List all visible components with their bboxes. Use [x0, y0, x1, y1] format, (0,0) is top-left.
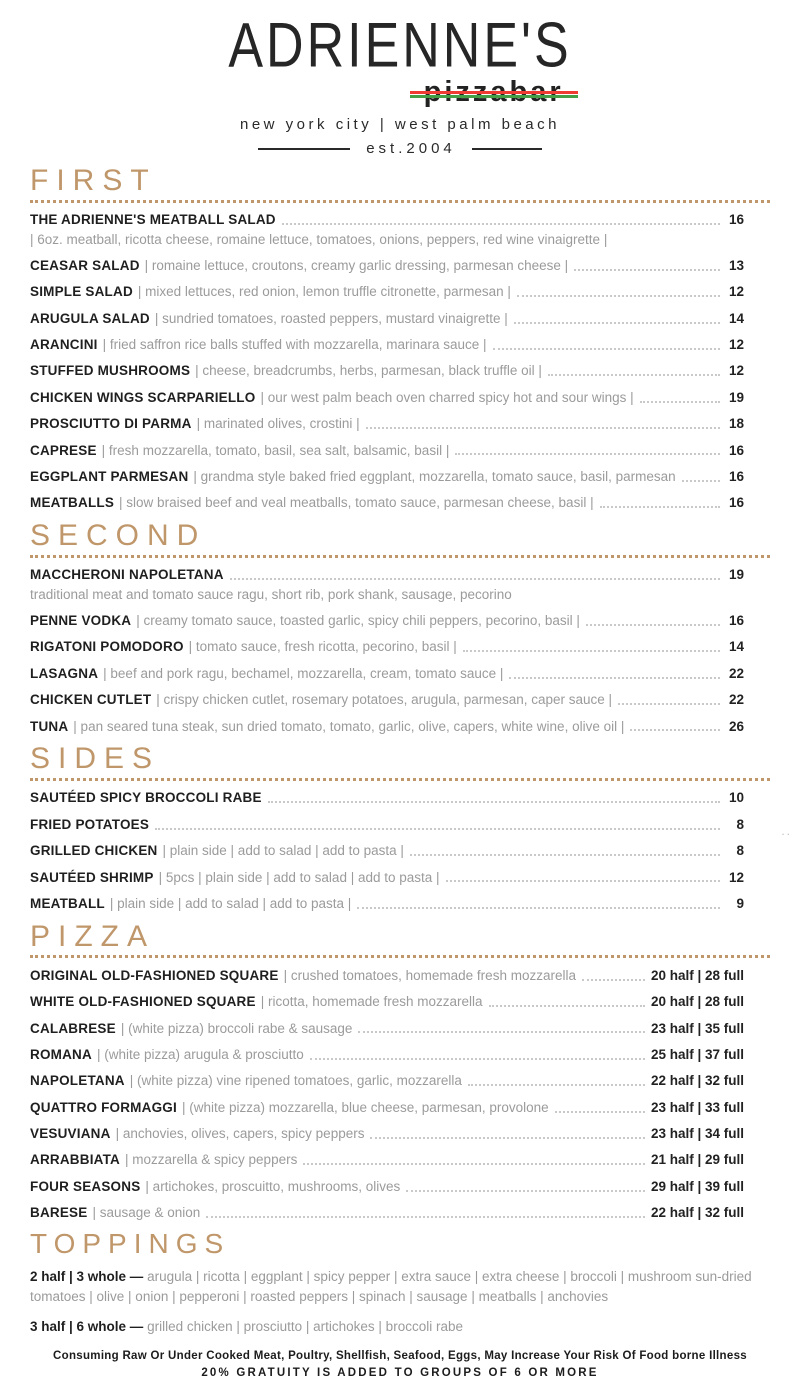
item-description: | romaine lettuce, croutons, creamy garlic dressing, parmesan cheese | [144, 257, 569, 273]
menu-item [30, 719, 770, 736]
dotted-leader [548, 374, 720, 376]
section-dotted-rule [30, 555, 770, 558]
footer-gratuity-note: 20% GRATUITY IS ADDED TO GROUPS OF 6 OR MORE [201, 1366, 599, 1379]
item-name: QUATTRO FORMAGGI [30, 1099, 177, 1115]
item-name: CEASAR SALAD [30, 257, 140, 273]
item-description: | (white pizza) mozzarella, blue cheese, parmesan, provolone [181, 1099, 549, 1115]
item-price: 23 half | 35 full [650, 1020, 744, 1036]
menu-item [30, 1205, 770, 1222]
established-rule-right [472, 148, 542, 150]
item-name: EGGPLANT PARMESAN [30, 468, 189, 484]
section-sides [30, 743, 770, 912]
established-rule-left [258, 148, 350, 150]
item-description: | grandma style baked fried eggplant, mozzarella, tomato sauce, basil, parmesan [193, 468, 676, 484]
item-description: | plain side | add to salad | add to pasta | [109, 895, 352, 911]
dotted-leader [357, 907, 720, 909]
item-name: CHICKEN WINGS SCARPARIELLO [30, 389, 256, 405]
item-name: LASAGNA [30, 665, 99, 681]
item-price: 19 [728, 567, 744, 583]
item-name: BARESE [30, 1205, 88, 1221]
item-description: | (white pizza) broccoli rabe & sausage [120, 1020, 353, 1036]
menu-item [30, 790, 770, 807]
item-description-below: traditional meat and tomato sauce ragu, short rib, pork shank, sausage, pecorino [30, 587, 512, 603]
toppings-rows [30, 1267, 770, 1337]
item-price: 16 [728, 212, 744, 227]
item-description: | slow braised beef and veal meatballs, tomato sauce, parmesan cheese, basil | [119, 495, 594, 511]
toppings-row [30, 1317, 770, 1337]
toppings-row [30, 1267, 770, 1308]
logo-subtitle [422, 78, 566, 107]
item-name: CAPRESE [30, 442, 97, 458]
item-price: 12 [728, 284, 744, 300]
menu-item [30, 284, 770, 301]
item-description: | mixed lettuces, red onion, lemon truffle citronette, parmesan | [137, 284, 511, 300]
item-description: | crushed tomatoes, homemade fresh mozzarella [283, 967, 576, 983]
dotted-leader [268, 801, 720, 803]
menu-item [30, 1073, 770, 1090]
menu-item [30, 1126, 770, 1143]
item-name: NAPOLETANA [30, 1073, 125, 1089]
item-name: WHITE OLD-FASHIONED SQUARE [30, 994, 256, 1010]
item-description: | fried saffron rice balls stuffed with mozzarella, marinara sauce | [102, 337, 487, 353]
dotted-leader [682, 480, 720, 482]
toppings-list: grilled chicken | prosciutto | artichokes | broccoli rabe [147, 1318, 463, 1334]
item-price: 9 [736, 895, 744, 911]
section-dotted-rule [30, 778, 770, 781]
section-pizza [30, 921, 770, 1222]
item-name: MEATBALL [30, 895, 105, 911]
item-price: 23 half | 34 full [650, 1126, 744, 1142]
item-description: | mozzarella & spicy peppers [125, 1152, 298, 1168]
menu-item [30, 1179, 770, 1196]
menu-item [30, 390, 770, 407]
dotted-leader [455, 453, 720, 455]
menu-item [30, 258, 770, 275]
item-name: ARUGULA SALAD [30, 310, 150, 326]
dotted-leader [303, 1163, 645, 1165]
menu-item [30, 1047, 770, 1064]
item-price: 13 [728, 257, 744, 273]
locations-line: new york city | west palm beach [240, 116, 560, 133]
dotted-leader [468, 1084, 645, 1086]
section-second [30, 520, 770, 735]
dotted-leader [555, 1111, 645, 1113]
logo-subtitle-row [228, 78, 571, 107]
menu-sections [30, 165, 770, 1222]
item-description: | tomato sauce, fresh ricotta, pecorino, basil | [188, 639, 457, 655]
menu-item [30, 666, 770, 683]
menu-item [30, 1152, 770, 1169]
restaurant-header [30, 10, 770, 157]
toppings-heading: TOPPINGS [30, 1228, 231, 1260]
section-dotted-rule [30, 200, 770, 203]
item-price: 8 [736, 843, 744, 859]
menu-item [30, 870, 770, 887]
menu-item [30, 1100, 770, 1117]
item-price: 16 [728, 442, 744, 458]
item-name: PROSCIUTTO DI PARMA [30, 416, 192, 432]
item-description: | plain side | add to salad | add to pasta | [162, 843, 404, 859]
item-description: | anchovies, olives, capers, spicy peppers [115, 1126, 365, 1142]
dotted-leader [406, 1190, 645, 1192]
item-price: 22 [728, 665, 744, 681]
dotted-leader [586, 624, 720, 626]
menu-item [30, 968, 770, 985]
item-name: SAUTÉED SHRIMP [30, 869, 154, 885]
item-description: | (white pizza) vine ripened tomatoes, garlic, mozzarella [129, 1073, 462, 1089]
section-heading: FIRST [30, 164, 157, 197]
item-description: | cheese, breadcrumbs, herbs, parmesan, black truffle oil | [195, 363, 542, 379]
item-price: 22 half | 32 full [650, 1205, 744, 1221]
dotted-leader [446, 880, 720, 882]
menu-item [30, 817, 770, 834]
item-price: 22 [728, 692, 744, 708]
dotted-leader [366, 427, 720, 429]
item-price: 29 half | 39 full [650, 1178, 744, 1194]
dotted-leader [410, 854, 720, 856]
item-name: SIMPLE SALAD [30, 284, 133, 300]
item-name: FRIED POTATOES [30, 816, 150, 832]
item-name: STUFFED MUSHROOMS [30, 363, 191, 379]
item-name: GRILLED CHICKEN [30, 843, 158, 859]
stray-dots: .. [781, 824, 792, 838]
footer-disclaimer: Consuming Raw Or Under Cooked Meat, Poultry, Shellfish, Seafood, Eggs, May Increase Your Risk Of Food borne Illness [53, 1349, 747, 1362]
established-text: est.2004 [366, 140, 456, 157]
item-description: | ricotta, homemade fresh mozzarella [260, 994, 483, 1010]
item-name: ORIGINAL OLD-FASHIONED SQUARE [30, 967, 279, 983]
item-name: VESUVIANA [30, 1126, 111, 1142]
section-first [30, 165, 770, 512]
established-row [228, 140, 571, 157]
item-name: ARANCINI [30, 337, 98, 353]
item-price: 21 half | 29 full [650, 1152, 744, 1168]
item-name: MEATBALLS [30, 495, 115, 511]
item-description: | fresh mozzarella, tomato, basil, sea salt, balsamic, basil | [101, 442, 450, 458]
section-heading: SECOND [30, 519, 207, 553]
item-name: PENNE VODKA [30, 613, 132, 629]
menu-item [30, 311, 770, 328]
menu-item [30, 469, 770, 486]
menu-item [30, 692, 770, 709]
item-name: MACCHERONI NAPOLETANA [30, 567, 224, 583]
item-price: 20 half | 28 full [650, 967, 744, 983]
item-price: 18 [728, 416, 744, 432]
toppings-size-label: 3 half | 6 whole — [30, 1318, 148, 1334]
dotted-leader [514, 322, 720, 324]
dotted-leader [517, 295, 720, 297]
dotted-leader [618, 703, 720, 705]
dotted-leader [640, 401, 720, 403]
menu-item [30, 337, 770, 354]
item-price: 12 [728, 363, 744, 379]
dotted-leader [206, 1216, 645, 1218]
item-description: | beef and pork ragu, bechamel, mozzarella, cream, tomato sauce | [103, 665, 504, 681]
menu-item [30, 1021, 770, 1038]
dotted-leader [582, 979, 645, 981]
item-price: 19 [728, 389, 744, 405]
section-toppings [30, 1230, 770, 1337]
dotted-leader [493, 348, 720, 350]
dotted-leader [489, 1005, 645, 1007]
item-price: 10 [728, 790, 744, 806]
dotted-leader [370, 1137, 644, 1139]
item-name: SAUTÉED SPICY BROCCOLI RABE [30, 790, 262, 806]
item-name: CHICKEN CUTLET [30, 692, 152, 708]
menu-item [30, 896, 770, 913]
menu-item [30, 416, 770, 433]
menu-item [30, 639, 770, 656]
item-description: | sundried tomatoes, roasted peppers, mustard vinaigrette | [154, 310, 508, 326]
item-name: THE ADRIENNE'S MEATBALL SALAD [30, 212, 276, 227]
item-description: | pan seared tuna steak, sun dried tomato, tomato, garlic, olive, capers, white wine, olive oil | [73, 718, 625, 734]
item-price: 14 [728, 639, 744, 655]
item-price: 8 [736, 816, 744, 832]
logo-block [228, 10, 572, 157]
item-price: 20 half | 28 full [650, 994, 744, 1010]
item-price: 26 [728, 718, 744, 734]
item-price: 16 [728, 613, 744, 629]
item-price: 14 [728, 310, 744, 326]
dotted-leader [509, 677, 720, 679]
item-price: 23 half | 33 full [650, 1099, 744, 1115]
menu-item [30, 613, 770, 630]
dotted-leader [310, 1058, 645, 1060]
dotted-leader [358, 1031, 645, 1033]
item-description: | marinated olives, crostini | [196, 416, 360, 432]
red-strike-line [410, 91, 578, 94]
dotted-leader [463, 650, 720, 652]
dotted-leader [600, 506, 720, 508]
item-price: 25 half | 37 full [650, 1046, 744, 1062]
menu-item [30, 363, 770, 380]
green-strike-line [410, 95, 578, 98]
toppings-size-label: 2 half | 3 whole — [30, 1269, 148, 1285]
item-name: RIGATONI POMODORO [30, 639, 184, 655]
menu-item [30, 443, 770, 460]
dotted-leader [155, 828, 720, 830]
item-price: 16 [728, 468, 744, 484]
item-price: 12 [728, 869, 744, 885]
item-description-below: | 6oz. meatball, ricotta cheese, romaine lettuce, tomatoes, onions, peppers, red wine vinaigrette | [30, 231, 608, 247]
section-dotted-rule [30, 955, 770, 958]
dotted-leader [230, 578, 720, 580]
item-name: FOUR SEASONS [30, 1178, 141, 1194]
item-description: | artichokes, proscuitto, mushrooms, olives [145, 1178, 401, 1194]
item-price: 22 half | 32 full [650, 1073, 744, 1089]
item-price: 12 [728, 337, 744, 353]
dotted-leader [574, 269, 720, 271]
item-description: | our west palm beach oven charred spicy hot and sour wings | [260, 389, 634, 405]
dotted-leader [630, 729, 720, 731]
dotted-leader [282, 223, 720, 225]
menu-item [30, 495, 770, 512]
item-description: | 5pcs | plain side | add to salad | add to pasta | [158, 869, 440, 885]
menu-item [30, 212, 770, 229]
item-description: | sausage & onion [92, 1205, 201, 1221]
menu-footer [30, 1350, 770, 1379]
section-heading: PIZZA [30, 919, 156, 953]
menu-item [30, 994, 770, 1011]
item-description: | (white pizza) arugula & prosciutto [96, 1046, 304, 1062]
item-description: | crispy chicken cutlet, rosemary potatoes, arugula, parmesan, caper sauce | [156, 692, 613, 708]
item-name: TUNA [30, 718, 69, 734]
item-name: ROMANA [30, 1046, 92, 1062]
toppings-list: arugula | ricotta | eggplant | spicy pepper | extra sauce | extra cheese | broccoli | mushroom sun-dried tomatoes | olive | onion | pepperoni | roasted peppers | spinach | sausage | meatballs | anchovies [30, 1269, 752, 1305]
section-heading: SIDES [30, 742, 161, 776]
menu-item [30, 843, 770, 860]
item-name: ARRABBIATA [30, 1152, 120, 1168]
menu-item [30, 567, 770, 584]
item-description: | creamy tomato sauce, toasted garlic, spicy chili peppers, pecorino, basil | [136, 613, 580, 629]
restaurant-title: ADRIENNE'S [228, 10, 572, 82]
item-price: 16 [728, 495, 744, 511]
item-name: CALABRESE [30, 1020, 116, 1036]
